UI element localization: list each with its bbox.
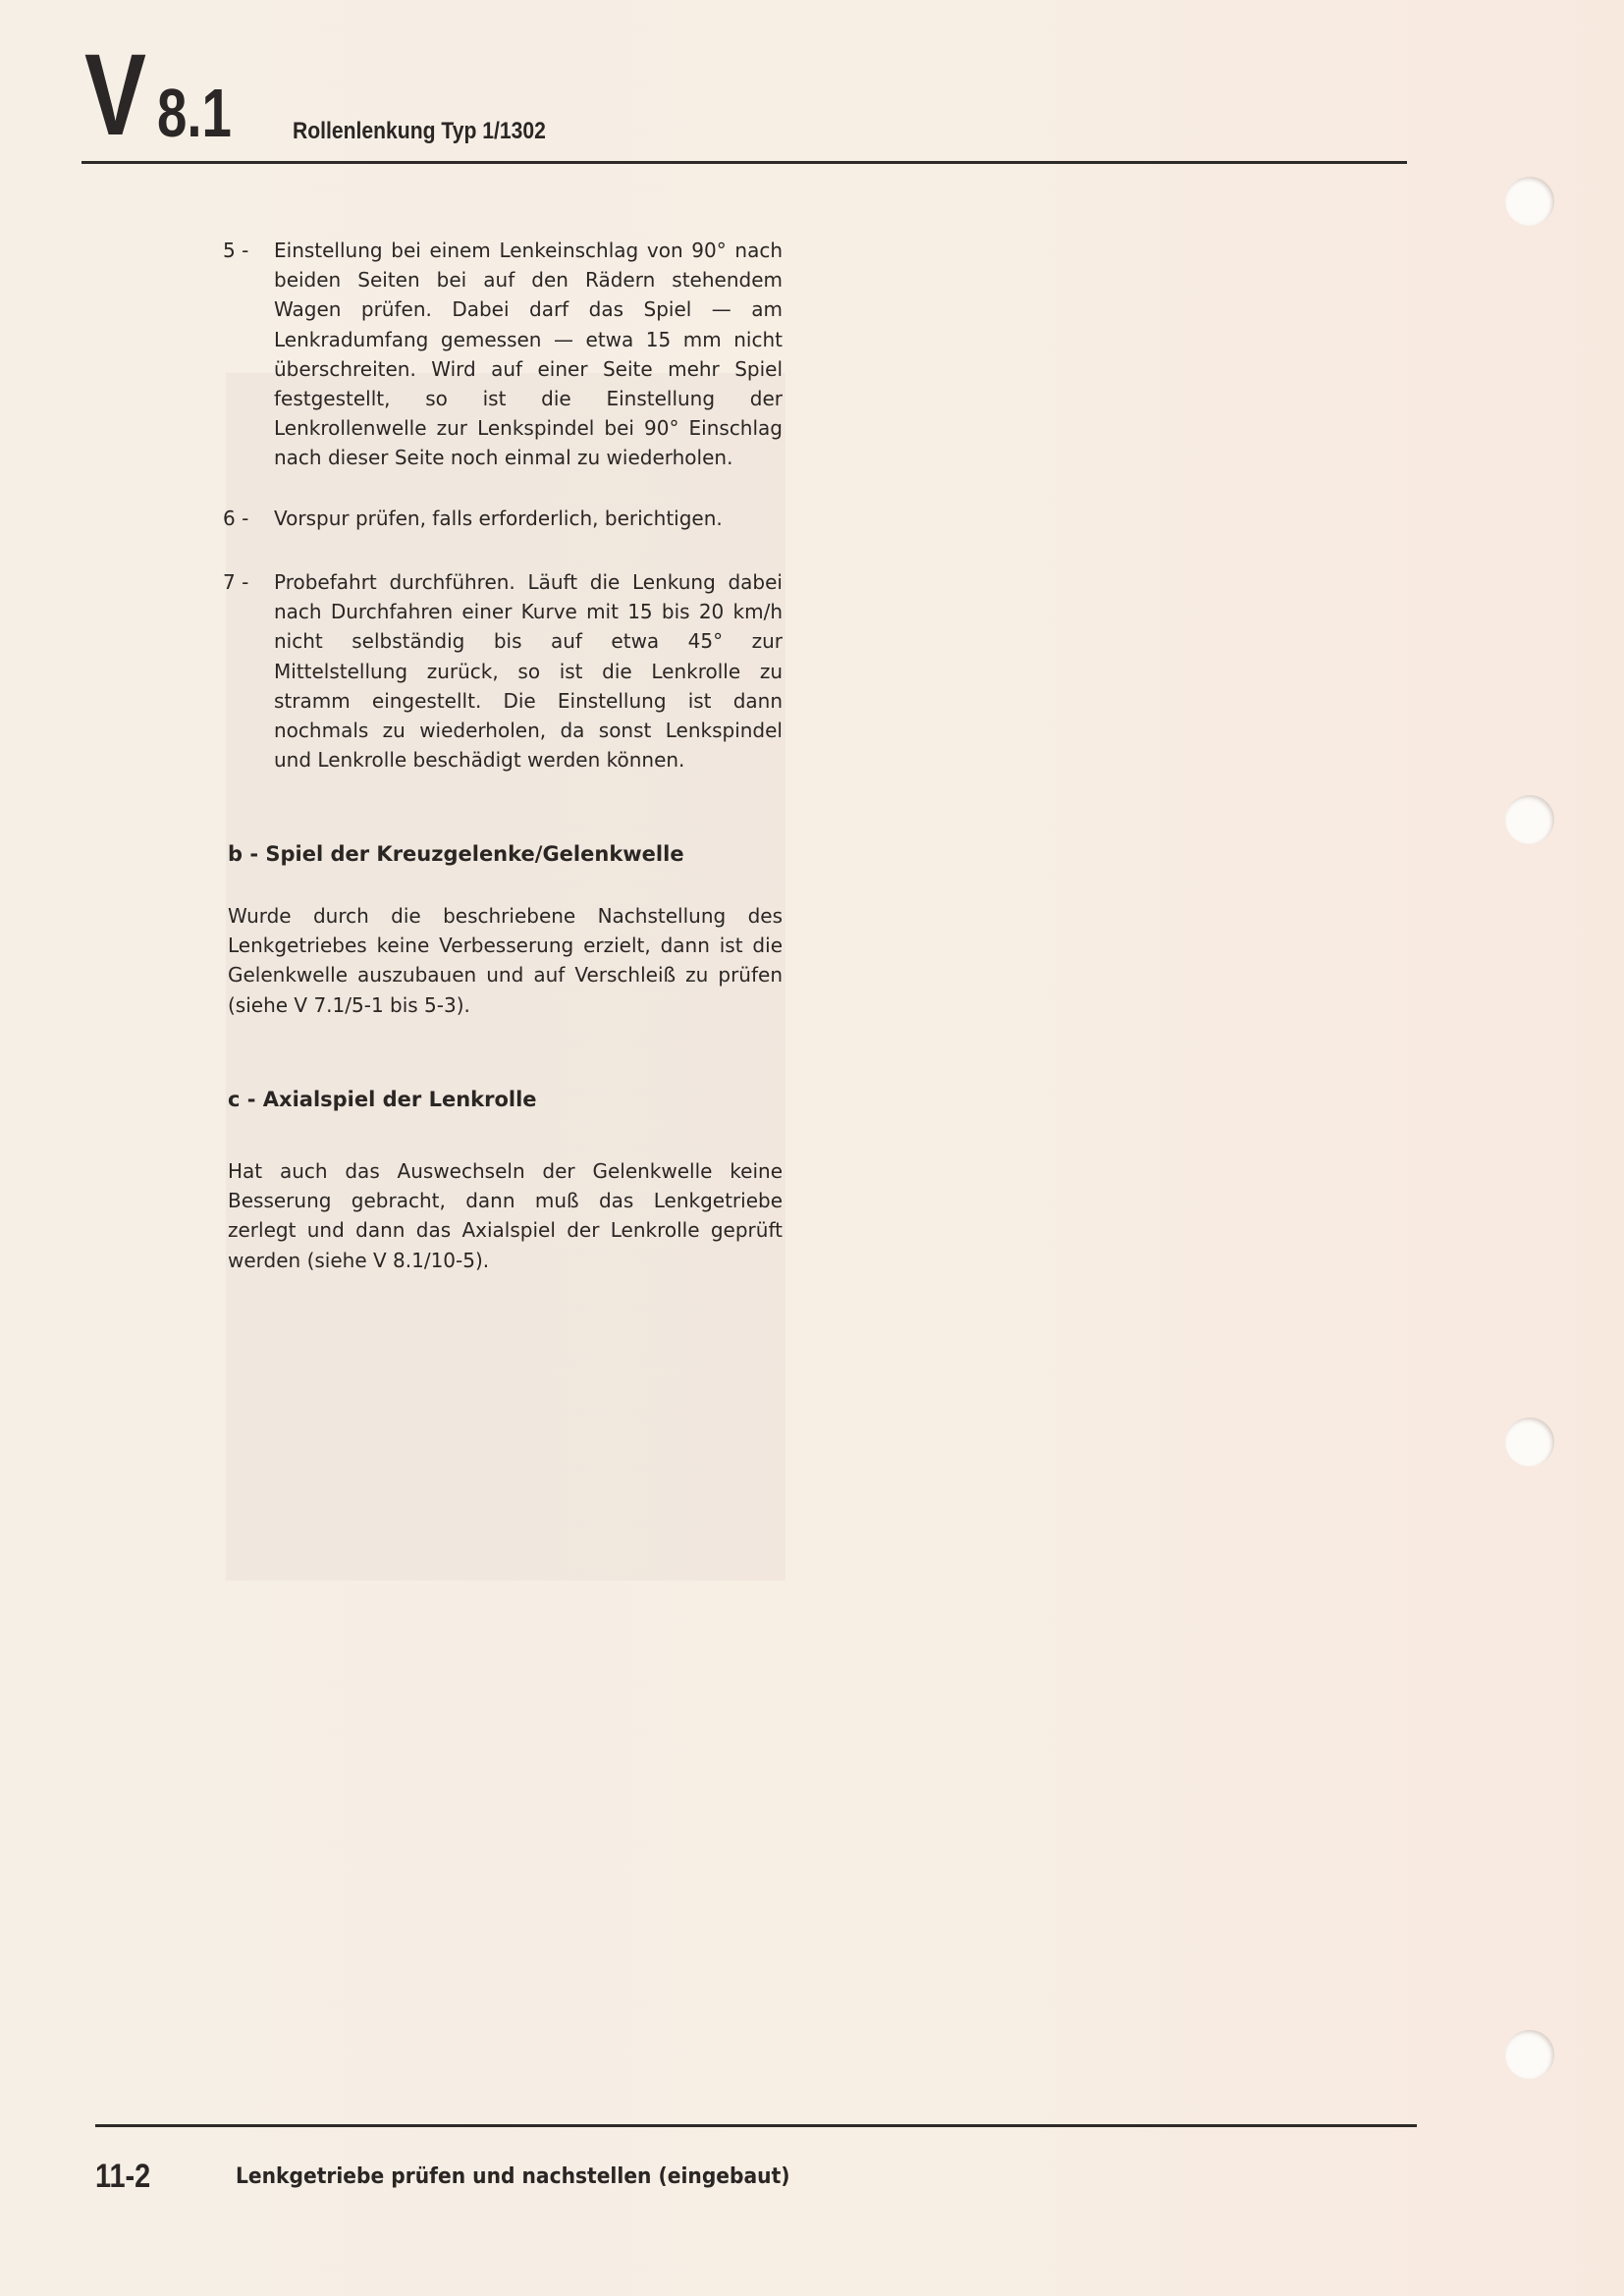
footer-title: Lenkgetriebe prüfen und nachstellen (eingebaut) [236, 2164, 790, 2189]
item-text: Probefahrt durchführen. Läuft die Lenkung dabei nach Durchfahren einer Kurve mit 15 bis 20 km/h nicht selbständig bis auf etwa 45° zur Mittelstellung zurück, so ist die Lenkrolle zu stramm eingestellt. Die Einstellung ist dann nochmals zu wiederholen, da sonst Lenkspindel und Lenkrolle beschädigt werden können. [274, 570, 783, 773]
section-heading: c - Axialspiel der Lenkrolle [228, 1088, 537, 1111]
section-heading: b - Spiel der Kreuzgelenke/Gelenkwelle [228, 842, 684, 866]
item-number: 5 - [223, 239, 249, 262]
page-number: 11-2 [95, 2158, 151, 2195]
item-number: 7 - [223, 570, 249, 594]
list-item [223, 236, 783, 473]
list-item [223, 567, 783, 774]
punch-hole [1505, 1417, 1554, 1467]
chapter-number: 8.1 [157, 75, 232, 151]
punch-hole [1505, 2030, 1554, 2079]
footer-rule [95, 2124, 1417, 2127]
header-rule [81, 161, 1407, 164]
item-text: Einstellung bei einem Lenkeinschlag von 90° nach beiden Seiten bei auf den Rädern stehendem Wagen prüfen. Dabei darf das Spiel — am Lenkradumfang gemessen — etwa 15 mm nicht überschreiten. Wird auf einer Seite mehr Spiel festgestellt, so ist die Einstellung der Lenkrollenwelle zur Lenkspindel bei 90° Einschlag nach dieser Seite noch einmal zu wiederholen. [274, 239, 783, 470]
item-number: 6 - [223, 507, 249, 530]
header-title: Rollenlenkung Typ 1/1302 [293, 118, 546, 144]
list-item [223, 504, 783, 533]
item-text: Vorspur prüfen, falls erforderlich, berichtigen. [274, 507, 723, 530]
punch-hole [1505, 177, 1554, 226]
section-text: Wurde durch die beschriebene Nachstellung des Lenkgetriebes keine Verbesserung erzielt, dann ist die Gelenkwelle auszubauen und auf Verschleiß zu prüfen (siehe V 7.1/5-1 bis 5-3). [228, 904, 783, 1017]
section-text: Hat auch das Auswechseln der Gelenkwelle keine Besserung gebracht, dann muß das Lenkgetriebe zerlegt und dann das Axialspiel der Lenkrolle geprüft werden (siehe V 8.1/10-5). [228, 1159, 783, 1272]
chapter-letter: V [84, 30, 146, 160]
punch-hole [1505, 795, 1554, 844]
